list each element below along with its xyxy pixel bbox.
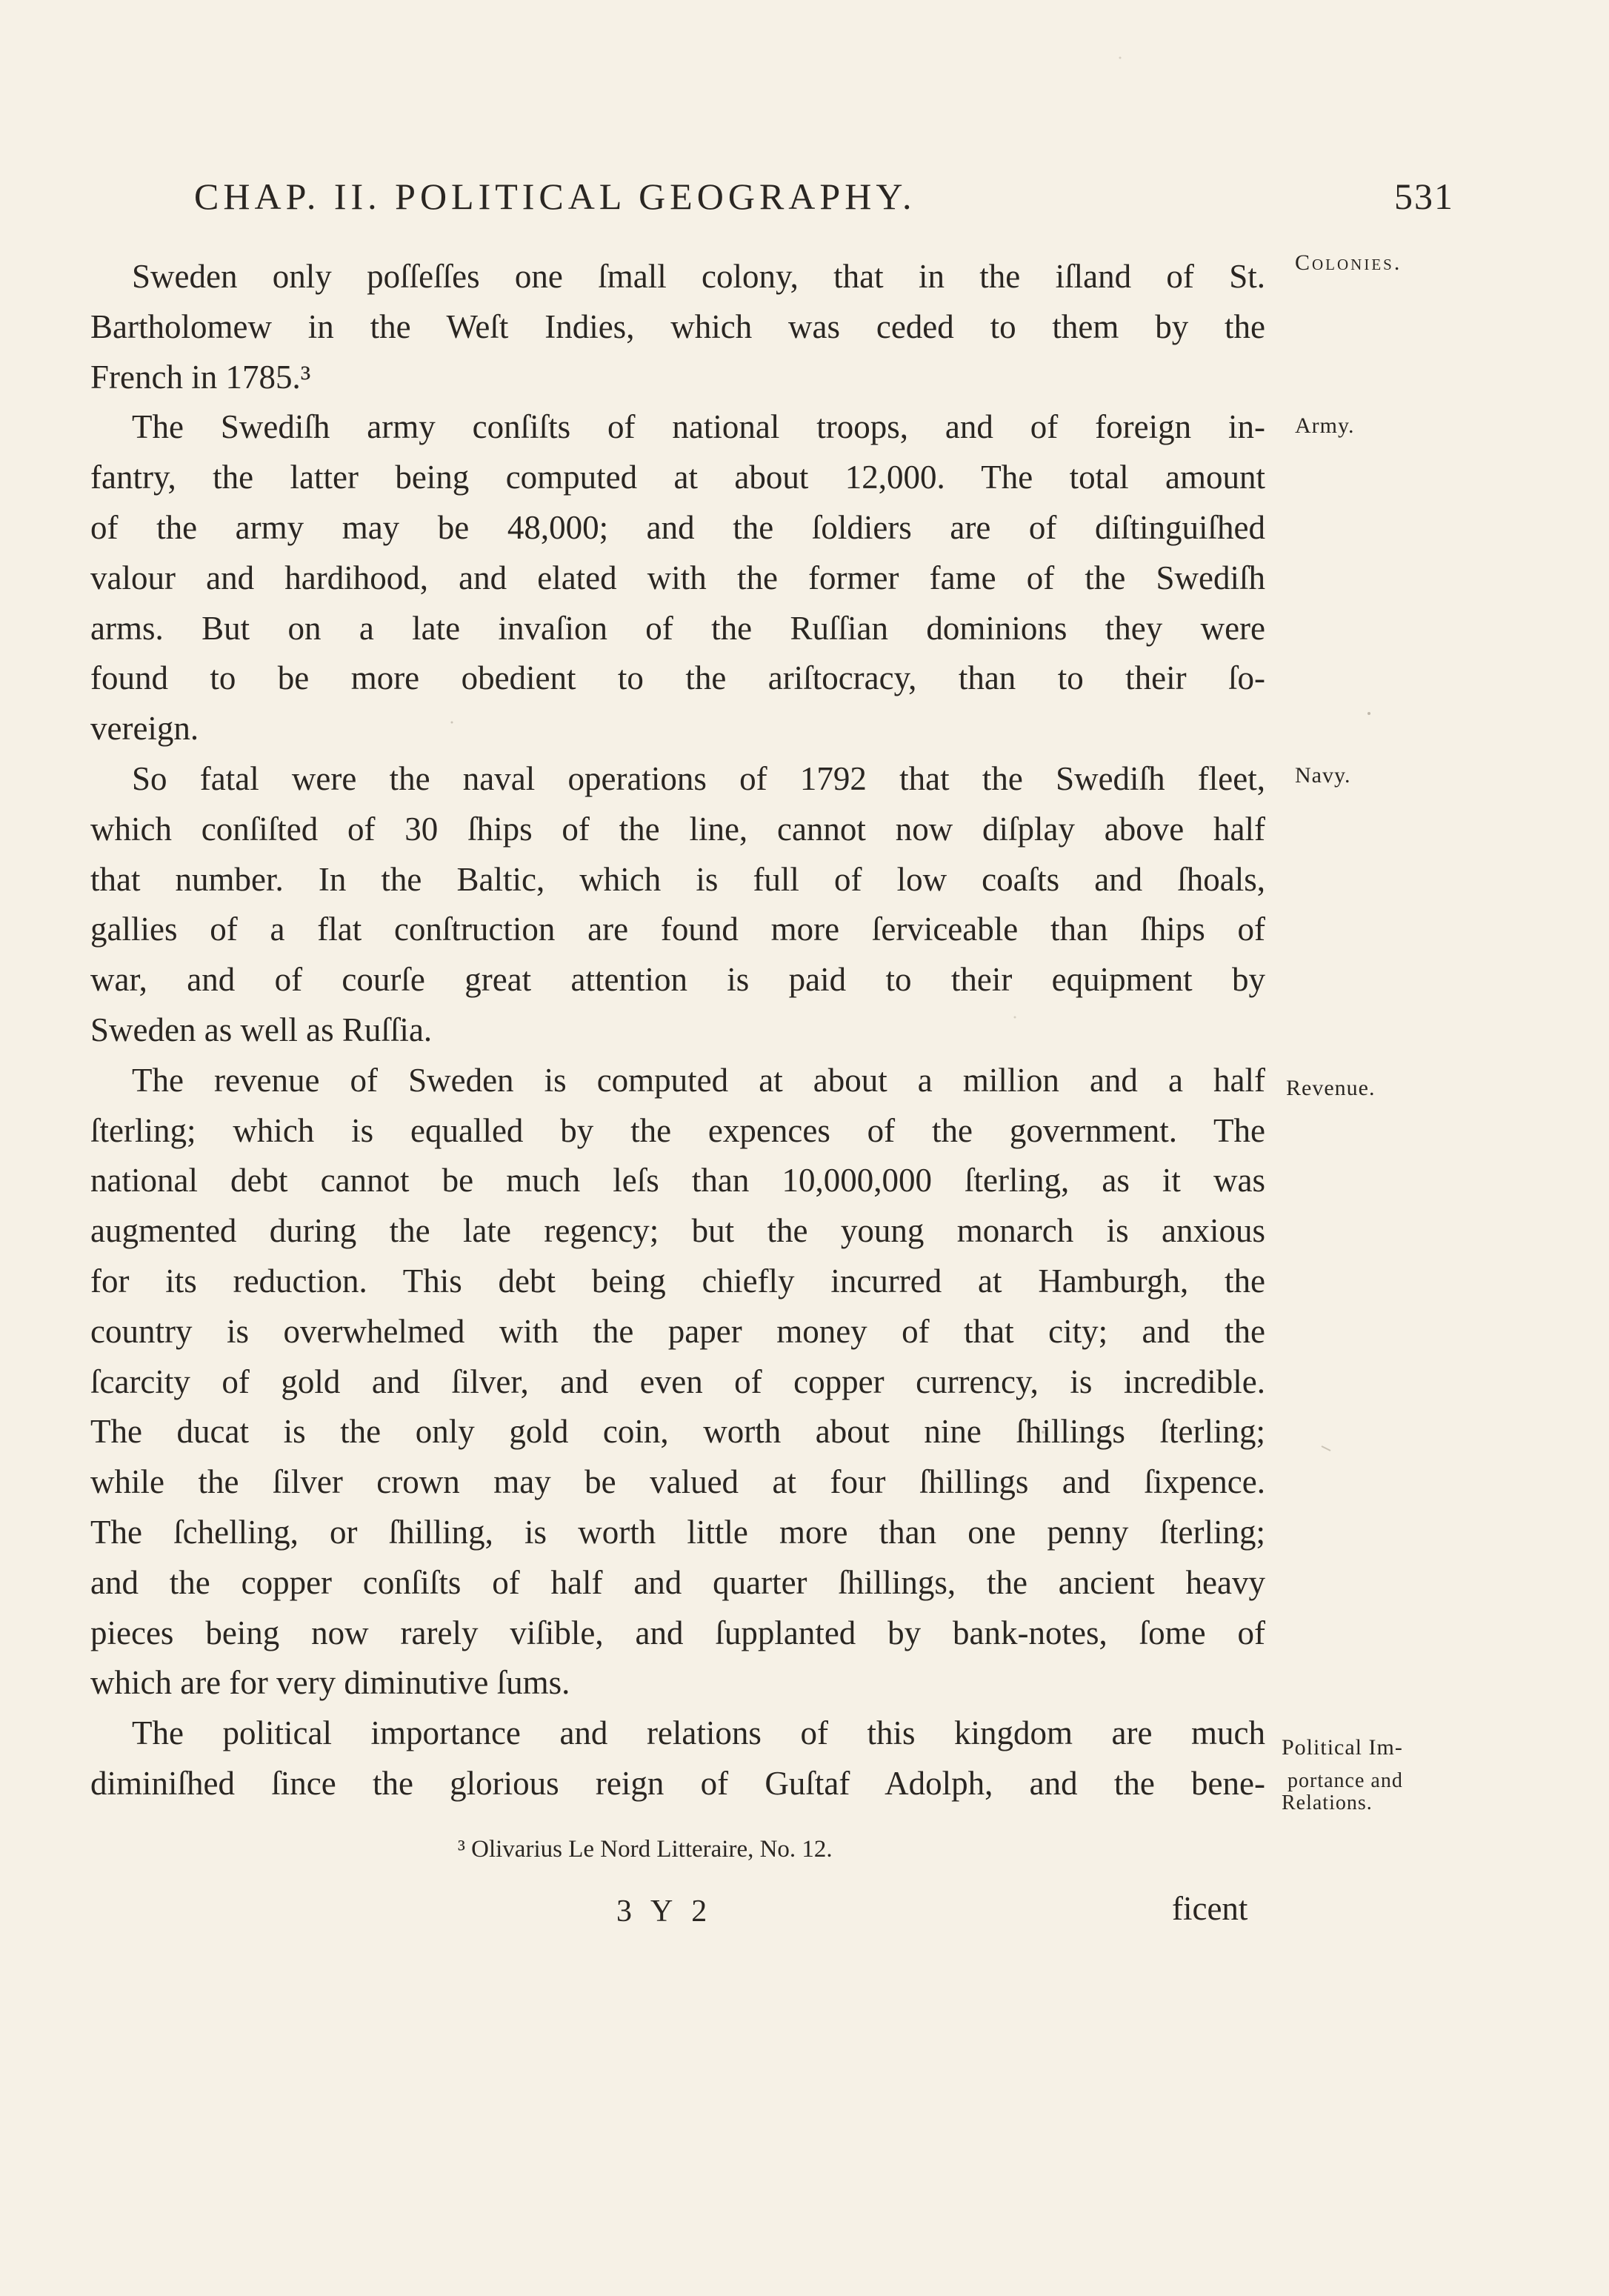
page-number: 531 <box>1394 176 1454 217</box>
text-line: So fatal were the naval operations of 1792 that the Swediſh fleet, <box>132 759 1265 797</box>
body-text <box>90 252 1265 1809</box>
text-line: that number. In the Baltic, which is full of low coaſts and ſhoals, <box>90 860 1265 898</box>
text-line: of the army may be 48,000; and the ſoldiers are of diſtinguiſhed <box>90 508 1265 546</box>
margin-note-political-line1: Political Im- <box>1282 1735 1403 1760</box>
running-head <box>194 175 1453 219</box>
margin-note-army: Army. <box>1295 413 1355 438</box>
text-line: for its reduction. This debt being chiefly incurred at Hamburgh, the <box>90 1262 1265 1300</box>
text-line: fantry, the latter being computed at about 12,000. The total amount <box>90 459 1265 496</box>
margin-note-revenue: Revenue. <box>1286 1076 1376 1100</box>
text-line: The ſchelling, or ſhilling, is worth little more than one penny ſterling; <box>90 1513 1265 1551</box>
text-line: war, and of courſe great attention is paid to their equipment by <box>90 961 1265 999</box>
text-line: The Swediſh army conſiſts of national troops, and of foreign in- <box>132 408 1265 446</box>
text-line: found to be more obedient to the ariſtocracy, than to their ſo- <box>90 659 1265 697</box>
text-line: national debt cannot be much leſs than 10,000,000 ſterling, as it was <box>90 1162 1265 1199</box>
text-line: augmented during the late regency; but the young monarch is anxious <box>90 1212 1265 1250</box>
text-line: ſterling; which is equalled by the expences of the government. The <box>90 1111 1265 1149</box>
text-line: arms. But on a late invaſion of the Ruſſian dominions they were <box>90 609 1265 647</box>
text-line: country is overwhelmed with the paper money of that city; and the <box>90 1312 1265 1350</box>
text-line: vereign. <box>90 710 199 748</box>
text-line: French in 1785.³ <box>90 358 311 396</box>
text-line: pieces being now rarely viſible, and ſupplanted by bank-notes, ſome of <box>90 1614 1265 1651</box>
margin-note-political-line2: portance and <box>1287 1769 1403 1792</box>
text-line: and the copper conſiſts of half and quarter ſhillings, the ancient heavy <box>90 1563 1265 1601</box>
text-line: ſcarcity of gold and ſilver, and even of copper currency, is incredible. <box>90 1362 1265 1400</box>
text-line: Bartholomew in the Weſt Indies, which was ceded to them by the <box>90 307 1265 345</box>
text-line: Sweden only poſſeſſes one ſmall colony, that in the iſland of St. <box>132 258 1265 295</box>
text-line: gallies of a flat conſtruction are found more ſerviceable than ſhips of <box>90 911 1265 948</box>
text-line: The political importance and relations of this kingdom are much <box>132 1714 1265 1752</box>
margin-note-political-line3: Relations. <box>1282 1791 1373 1814</box>
footnote: ³ Olivarius Le Nord Litteraire, No. 12. <box>458 1836 833 1863</box>
signature-mark: 3 Y 2 <box>616 1894 713 1929</box>
text-line: which are for very diminutive ſums. <box>90 1664 570 1702</box>
margin-note-colonies: Colonies. <box>1295 250 1402 275</box>
text-line: diminiſhed ſince the glorious reign of Guſtaf Adolph, and the bene- <box>90 1764 1265 1802</box>
text-line: The revenue of Sweden is computed at about a million and a half <box>132 1061 1265 1099</box>
text-line: valour and hardihood, and elated with the former fame of the Swediſh <box>90 559 1265 596</box>
catchword: ficent <box>1172 1890 1248 1927</box>
text-line: The ducat is the only gold coin, worth about nine ſhillings ſterling; <box>90 1413 1265 1451</box>
margin-note-navy: Navy. <box>1295 763 1351 788</box>
running-head-title: CHAP. II. POLITICAL GEOGRAPHY. <box>194 176 916 217</box>
text-line: Sweden as well as Ruſſia. <box>90 1011 433 1048</box>
text-line: which conſiſted of 30 ſhips of the line, cannot now diſplay above half <box>90 810 1265 848</box>
text-line: while the ſilver crown may be valued at four ſhillings and ſixpence. <box>90 1463 1265 1501</box>
